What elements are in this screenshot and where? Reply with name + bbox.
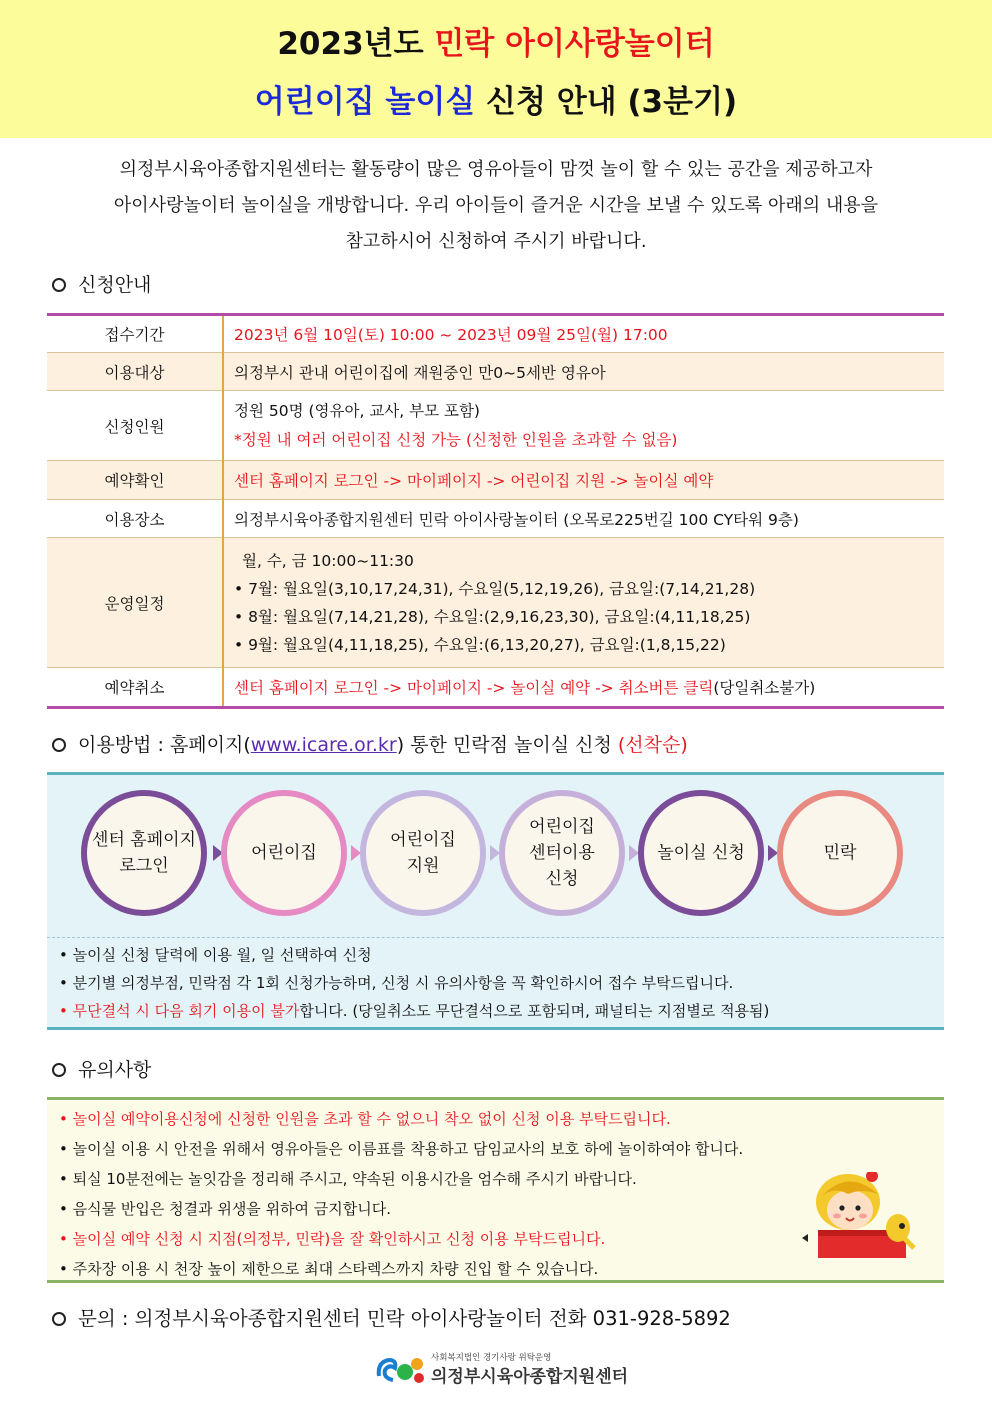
section-apply-heading xyxy=(52,270,151,297)
cancel-note: (당일취소불가) xyxy=(713,679,816,697)
table-row xyxy=(47,668,944,708)
method-suffix: ) 통한 민락점 놀이실 신청 xyxy=(396,734,618,756)
step-text: 민락 xyxy=(823,843,857,863)
method-notes xyxy=(59,941,769,1025)
people-count: 정원 50명 (영유아, 교사, 부모 포함) xyxy=(234,401,480,420)
caution-item: • 놀이실 예약 신청 시 지점(의정부, 민락)을 잘 확인하시고 신청 이용 부탁드립니다. xyxy=(59,1230,606,1248)
row-label: 운영일정 xyxy=(47,538,223,668)
caution-box xyxy=(47,1097,944,1283)
caution-item: • 놀이실 이용 시 안전을 위해서 영유아들은 이름표를 착용하고 담임교사의 보호 하에 놀이하여야 합니다. xyxy=(59,1140,744,1158)
step-text: 로그인 xyxy=(119,856,169,876)
step-daycare xyxy=(221,790,347,916)
row-value xyxy=(223,668,944,708)
caution-item: • 퇴실 10분전에는 놀잇감을 정리해 주시고, 약속된 이용시간을 엄수해 주시기 바랍니다. xyxy=(59,1170,637,1188)
divider xyxy=(47,937,944,938)
table-row xyxy=(47,391,944,461)
section-method-heading xyxy=(52,730,688,757)
step-text: 센터이용 xyxy=(529,843,595,863)
table-row xyxy=(47,315,944,353)
title-line-1 xyxy=(0,18,992,63)
step-minrak xyxy=(777,790,903,916)
row-value: 센터 홈페이지 로그인 -> 마이페이지 -> 어린이집 지원 -> 놀이실 예약 xyxy=(223,461,944,500)
note-rest: 합니다. (당일취소도 무단결석으로 포함되며, 패널티는 지점별로 적용됨) xyxy=(299,1002,770,1020)
row-value: 2023년 6월 10일(토) 10:00 ~ 2023년 09월 25일(월) 17:00 xyxy=(223,315,944,353)
row-label: 신청인원 xyxy=(47,391,223,461)
step-center-use xyxy=(499,790,625,916)
logo-subtitle: 사회복지법인 경기사랑 위탁운영 xyxy=(431,1353,552,1363)
table-row xyxy=(47,353,944,391)
intro-line: 의정부시육아종합지원센터는 활동량이 많은 영유아들이 맘껏 놀이 할 수 있는 공간을 제공하고자 xyxy=(119,159,873,180)
table-row xyxy=(47,500,944,538)
section-caution-heading xyxy=(52,1055,151,1082)
method-box xyxy=(47,772,944,1030)
title-rest: 신청 안내 (3분기) xyxy=(486,84,738,120)
method-prefix: 이용방법 : 홈페이지( xyxy=(78,734,251,756)
step-support xyxy=(360,790,486,916)
step-text: 신청 xyxy=(545,869,579,889)
step-text: 센터 홈페이지 xyxy=(92,830,196,850)
schedule-september: • 9월: 월요일(4,11,18,25), 수요일:(6,13,20,27), 금요일:(1,8,15,22) xyxy=(234,635,726,654)
note-warning: • 무단결석 시 다음 회기 이용이 불가 xyxy=(59,1002,300,1020)
circle-bullet-icon xyxy=(52,278,66,292)
circle-bullet-icon xyxy=(52,738,66,752)
note-item: • 놀이실 신청 달력에 이용 월, 일 선택하여 신청 xyxy=(59,946,372,964)
contact-line xyxy=(52,1303,731,1331)
logo-icon xyxy=(375,1352,427,1388)
caution-item: • 주차장 이용 시 천장 높이 제한으로 최대 스타렉스까지 차량 진입 할 수 있습니다. xyxy=(59,1260,599,1278)
step-text: 어린이집 xyxy=(251,843,317,863)
schedule-time: 월, 수, 금 10:00~11:30 xyxy=(242,551,414,570)
step-text: 어린이집 xyxy=(529,817,595,837)
child-mascot-icon xyxy=(802,1172,932,1264)
intro-paragraph xyxy=(40,152,952,260)
row-label: 이용장소 xyxy=(47,500,223,538)
row-value: 의정부시 관내 어린이집에 재원중인 만0~5세반 영유아 xyxy=(223,353,944,391)
note-item xyxy=(59,997,769,1025)
section-caution-label: 유의사항 xyxy=(78,1059,152,1081)
table-row xyxy=(47,461,944,500)
caution-list xyxy=(59,1104,743,1284)
title-room: 어린이집 놀이실 xyxy=(254,84,476,120)
circle-bullet-icon xyxy=(52,1063,66,1077)
note-item: • 분기별 의정부점, 민락점 각 1회 신청가능하며, 신청 시 유의사항을 꼭 확인하시어 접수 부탁드립니다. xyxy=(59,974,734,992)
row-label: 접수기간 xyxy=(47,315,223,353)
title-place: 민락 아이사랑놀이터 xyxy=(434,26,715,62)
intro-line: 아이사랑놀이터 놀이실을 개방합니다. 우리 아이들이 즐거운 시간을 보낼 수 있도록 아래의 내용을 xyxy=(113,195,879,216)
row-value: 의정부시육아종합지원센터 민락 아이사랑놀이터 (오목로225번길 100 CY타워 9층) xyxy=(223,500,944,538)
section-apply-label: 신청안내 xyxy=(78,274,152,296)
caution-item: • 음식물 반입은 청결과 위생을 위하여 금지합니다. xyxy=(59,1200,392,1218)
step-login xyxy=(81,790,207,916)
schedule-july: • 7월: 월요일(3,10,17,24,31), 수요일(5,12,19,26), 금요일:(7,14,21,28) xyxy=(234,579,756,598)
row-label: 예약취소 xyxy=(47,668,223,708)
step-text: 지원 xyxy=(406,856,440,876)
circle-bullet-icon xyxy=(52,1312,66,1326)
info-table xyxy=(47,313,944,709)
step-text: 놀이실 신청 xyxy=(657,843,745,863)
homepage-link[interactable]: www.icare.or.kr xyxy=(250,734,397,756)
schedule-august: • 8월: 월요일(7,14,21,28), 수요일:(2,9,16,23,30), 금요일:(4,11,18,25) xyxy=(234,607,751,626)
row-value xyxy=(223,391,944,461)
table-row xyxy=(47,538,944,668)
title-line-2 xyxy=(0,76,992,121)
contact-text: 문의 : 의정부시육아종합지원센터 민락 아이사랑놀이터 전화 031-928-5892 xyxy=(78,1307,731,1330)
title-banner xyxy=(0,0,992,138)
cancel-steps: 센터 홈페이지 로그인 -> 마이페이지 -> 놀이실 예약 -> 취소버튼 클릭 xyxy=(234,679,714,697)
logo-name: 의정부시육아종합지원센터 xyxy=(431,1367,629,1387)
row-label: 예약확인 xyxy=(47,461,223,500)
title-year: 2023년도 xyxy=(277,26,424,62)
row-label: 이용대상 xyxy=(47,353,223,391)
caution-item: • 놀이실 예약이용신청에 신청한 인원을 초과 할 수 없으니 착오 없이 신청 이용 부탁드립니다. xyxy=(59,1110,671,1128)
row-value xyxy=(223,538,944,668)
intro-line: 참고하시어 신청하여 주시기 바랍니다. xyxy=(345,231,647,252)
people-note: *정원 내 여러 어린이집 신청 가능 (신청한 인원을 초과할 수 없음) xyxy=(234,430,678,449)
first-come-label: (선착순) xyxy=(617,734,688,756)
step-text: 어린이집 xyxy=(390,830,456,850)
center-logo xyxy=(375,1350,645,1390)
step-playroom xyxy=(638,790,764,916)
